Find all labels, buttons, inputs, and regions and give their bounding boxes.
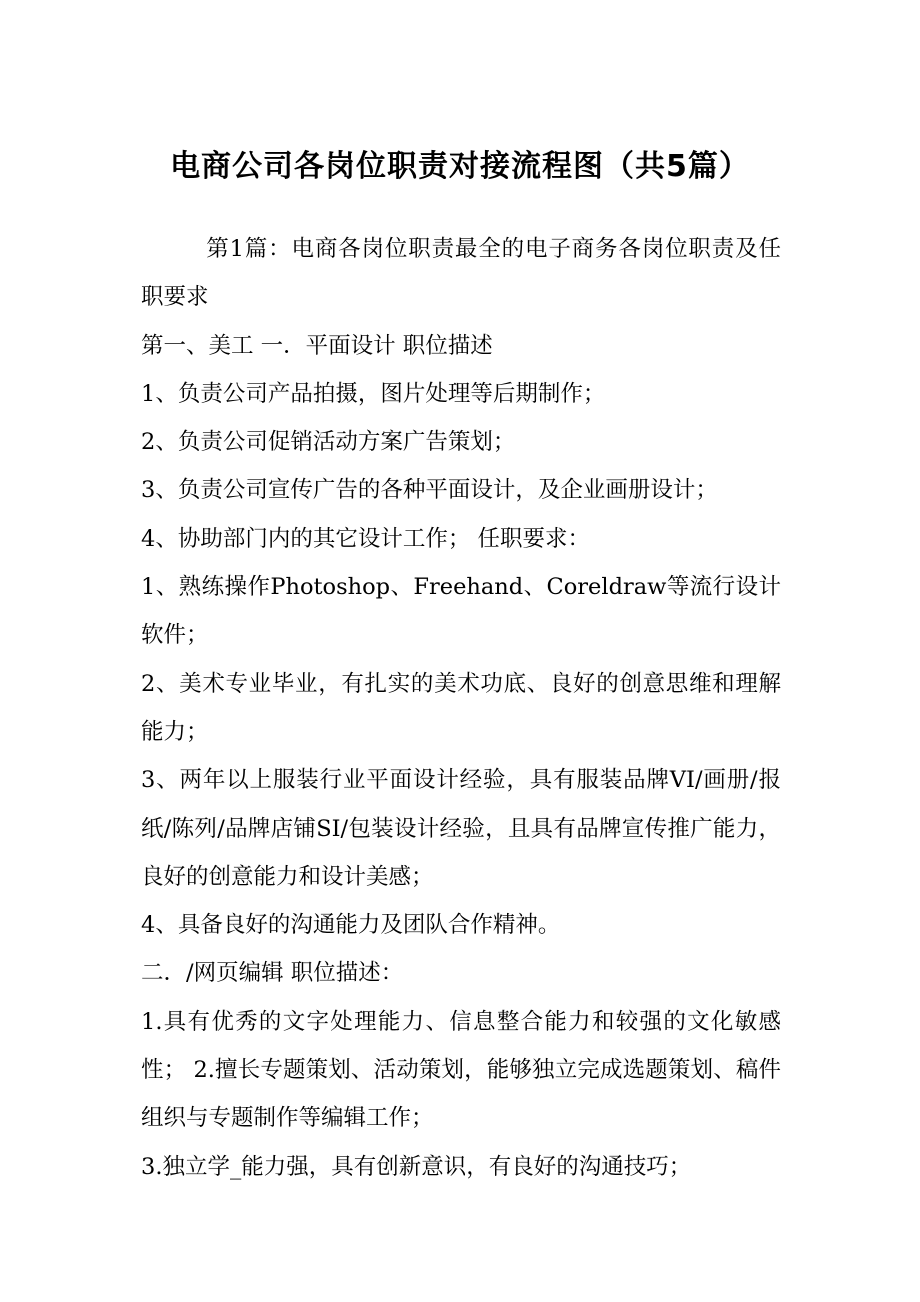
section-heading-paragraph: 第1篇：电商各岗位职责最全的电子商务各岗位职责及任职要求	[141, 236, 781, 311]
paragraph: 4、协助部门内的其它设计工作； 任职要求：	[141, 525, 590, 552]
paragraph: 3.独立学_能力强，具有创新意识，有良好的沟通技巧；	[141, 1153, 692, 1180]
paragraph: 1、负责公司产品拍摄，图片处理等后期制作；	[141, 380, 606, 407]
document-body	[141, 225, 781, 1191]
paragraph: 2、美术专业毕业，有扎实的美术功底、良好的创意思维和理解能力；	[141, 670, 781, 745]
paragraph: 3、两年以上服装行业平面设计经验，具有服装品牌VI/画册/报纸/陈列/品牌店铺SI/包装设计经验，且具有品牌宣传推广能力，良好的创意能力和设计美感；	[141, 767, 781, 890]
paragraph: 2、负责公司促销活动方案广告策划；	[141, 429, 516, 456]
paragraph: 4、具备良好的沟通能力及团队合作精神。	[141, 912, 561, 939]
section-heading-art-designer: 第一、美工 一．平面设计 职位描述	[141, 332, 493, 359]
paragraph: 3、负责公司宣传广告的各种平面设计，及企业画册设计；	[141, 477, 718, 504]
document-title: 电商公司各岗位职责对接流程图（共5篇）	[170, 149, 750, 184]
paragraph: 1、熟练操作Photoshop、Freehand、Coreldraw等流行设计软件；	[141, 574, 781, 649]
section-heading-web-editor: 二．/网页编辑 职位描述：	[141, 960, 404, 987]
paragraph: 1.具有优秀的文字处理能力、信息整合能力和较强的文化敏感性； 2.擅长专题策划、活动策划，能够独立完成选题策划、稿件组织与专题制作等编辑工作；	[141, 1008, 781, 1132]
